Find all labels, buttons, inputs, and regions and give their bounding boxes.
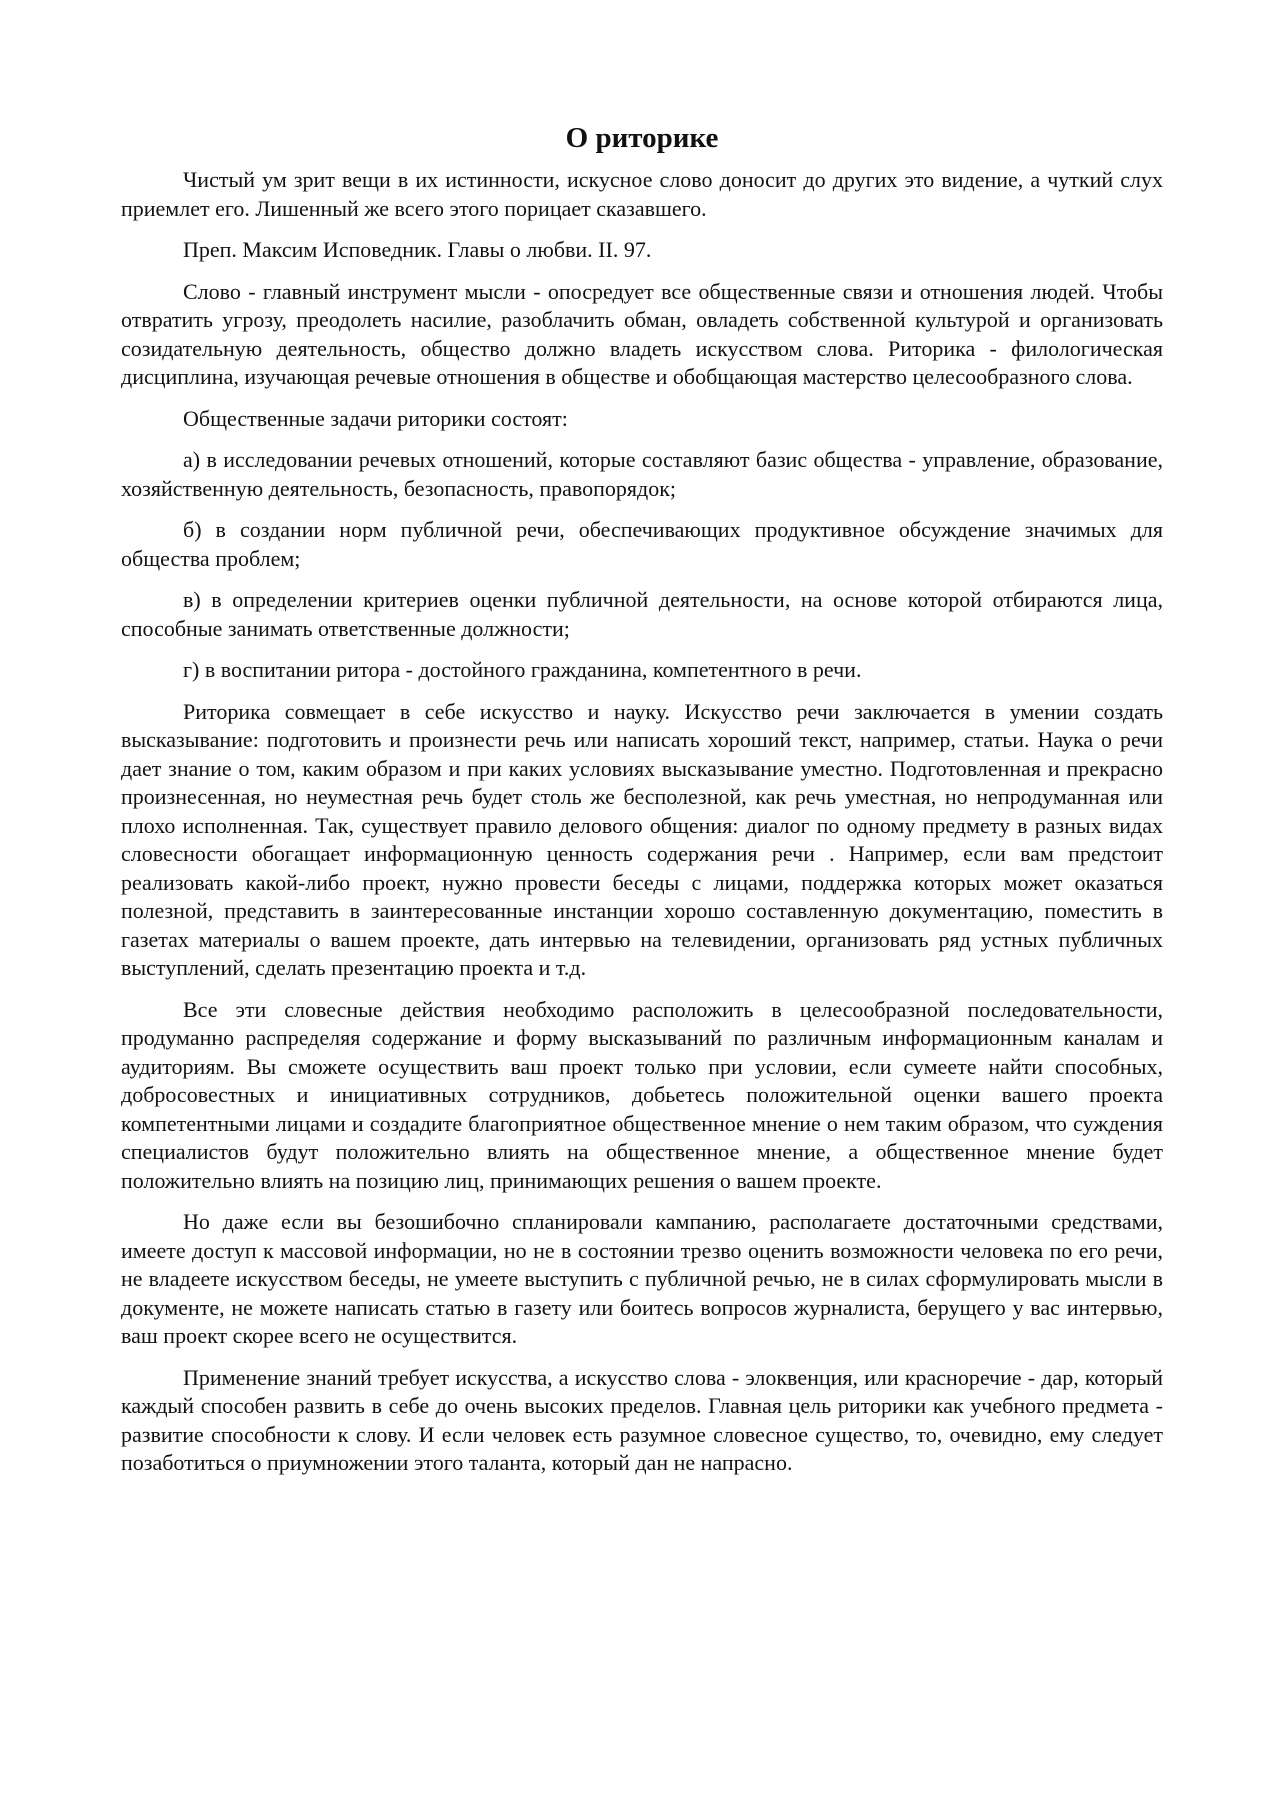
- epigraph-attribution: Преп. Максим Исповедник. Главы о любви. II. 97.: [183, 237, 652, 262]
- body-paragraph: Риторика совмещает в себе искусство и науку. Искусство речи заключается в умении создать высказывание: подготовить и произнести речь или написать хороший текст, например, статьи. Наука о речи дает знание о том, каким образом и при каких условиях высказывание уместно. Подготовленная и прекрасно произнесенная, но неуместная речь будет столь же бесполезной, как речь уместная, но непродуманная или плохо исполненная. Так, существует правило делового общения: диалог по одному предмету в разных видах словесности обогащает информационную ценность содержания речи . Например, если вам предстоит реализовать какой-либо проект, нужно провести беседы с лицами, поддержка которых может оказаться полезной, представить в заинтересованные инстанции хорошо составленную документацию, поместить в газетах материалы о вашем проекте, дать интервью на телевидении, организовать ряд устных публичных выступлений, сделать презентацию проекта и т.д.: [121, 698, 1163, 980]
- epigraph-paragraph: Чистый ум зрит вещи в их истинности, искусное слово доносит до других это видение, а чуткий слух приемлет его. Лишенный же всего этого порицает сказавшего.: [121, 167, 1163, 221]
- list-item: в) в определении критериев оценки публичной деятельности, на основе которой отбираются лица, способные занимать ответственные должности;: [121, 587, 1163, 641]
- list-item: а) в исследовании речевых отношений, которые составляют базис общества - управление, образование, хозяйственную деятельность, безопасность, правопорядок;: [121, 447, 1163, 501]
- body-paragraph: Но даже если вы безошибочно спланировали кампанию, располагаете достаточными средствами, имеете доступ к массовой информации, но не в состоянии трезво оценить возможности человека по его речи, не владеете искусством беседы, не умеете выступить с публичной речью, не в силах сформулировать мысли в документе, не можете написать статью в газету или боитесь вопросов журналиста, берущего у вас интервью, ваш проект скорее всего не осуществится.: [121, 1209, 1163, 1348]
- body-paragraph: Слово - главный инструмент мысли - опосредует все общественные связи и отношения людей. Чтобы отвратить угрозу, преодолеть насилие, разоблачить обман, овладеть собственной культурой и организовать созидательную деятельность, общество должно владеть искусством слова. Риторика - филологическая дисциплина, изучающая речевые отношения в обществе и обобщающая мастерство целесообразного слова.: [121, 278, 1163, 389]
- document-page: [121, 120, 1163, 1491]
- body-paragraph: Все эти словесные действия необходимо расположить в целесообразной последовательности, продуманно распределяя содержание и форму высказываний по различным информационным каналам и аудиториям. Вы сможете осуществить ваш проект только при условии, если сумеете найти способных, добросовестных и инициативных сотрудников, добьетесь положительной оценки вашего проекта компетентными лицами и создадите благоприятное общественное мнение о нем таким образом, что суждения специалистов будут положительно влиять на общественное мнение, а общественное мнение будет положительно влиять на позицию лиц, принимающих решения о вашем проекте.: [121, 996, 1163, 1193]
- body-paragraph: Применение знаний требует искусства, а искусство слова - элоквенция, или красноречие - дар, который каждый способен развить в себе до очень высоких пределов. Главная цель риторики как учебного предмета - развитие способности к слову. И если человек есть разумное словесное существо, то, очевидно, ему следует позаботиться о приумножении этого таланта, который дан не напрасно.: [121, 1364, 1163, 1475]
- document-title: О риторике: [565, 122, 719, 154]
- body-paragraph: Общественные задачи риторики состоят:: [183, 405, 568, 431]
- list-item: г) в воспитании ритора - достойного гражданина, компетентного в речи.: [183, 657, 862, 682]
- list-item: б) в создании норм публичной речи, обеспечивающих продуктивное обсуждение значимых для общества проблем;: [121, 517, 1163, 571]
